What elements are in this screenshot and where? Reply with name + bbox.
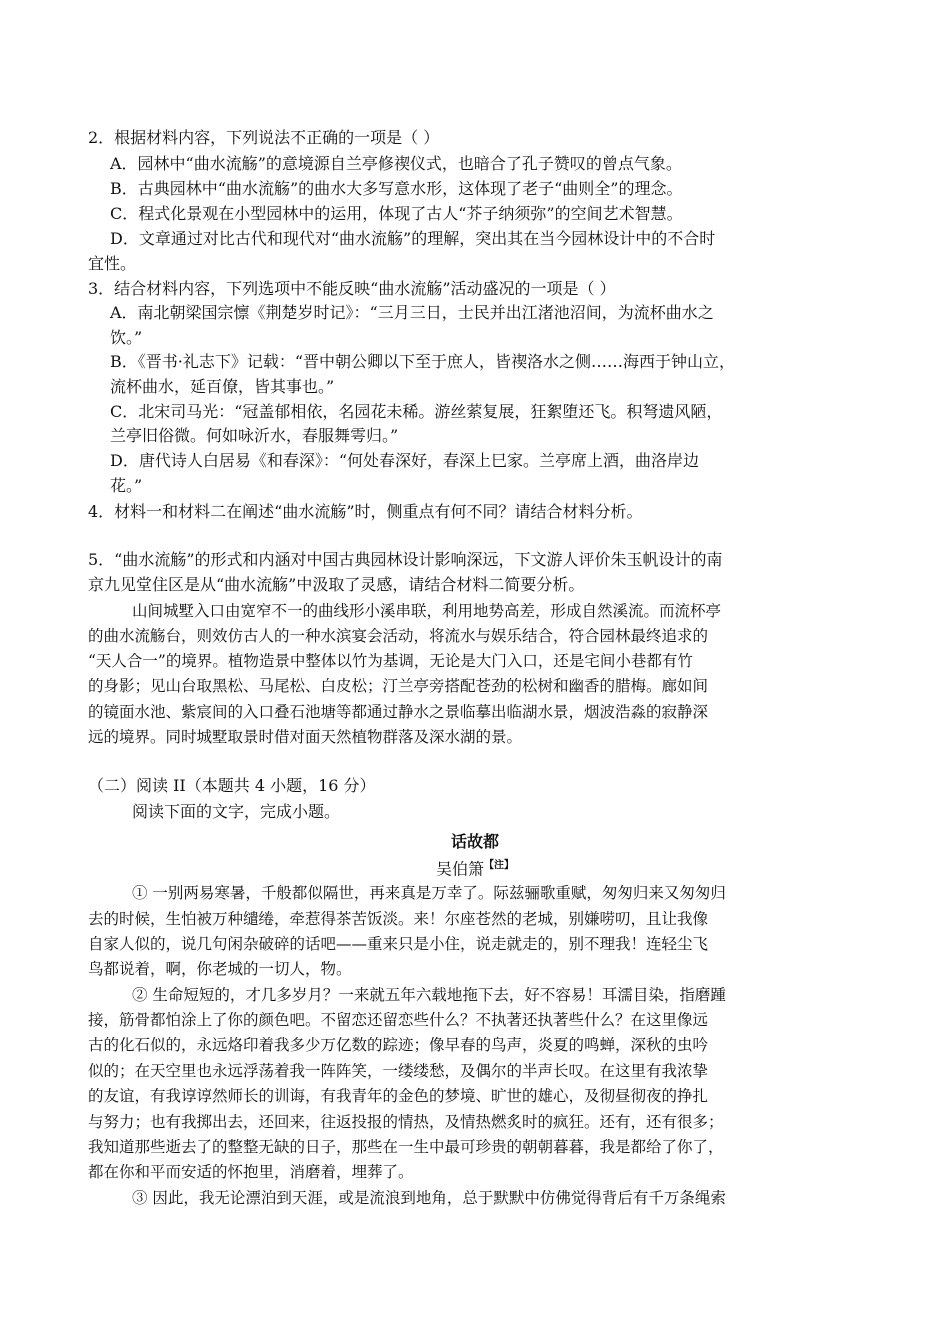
author-name: 吴伯箫 xyxy=(435,859,484,879)
q2-option-a: A．园林中“曲水流觞”的意境源自兰亭修禊仪式，也暗合了孔子赞叹的曾点气象。 xyxy=(110,154,682,173)
q3-option-b: B．《晋书·礼志下》记载：“晋中朝公卿以下至于庶人，皆禊洛水之侧……海西于钟山立， xyxy=(110,352,736,371)
article-line: 鸟都说着，啊，你老城的一切人，物。 xyxy=(88,960,352,978)
article-line: ② 生命短短的，才几多岁月？一来就五年六载地拖下去，好不容易！耳濡目染，指磨踵 xyxy=(132,986,726,1004)
article-line: 古的化石似的，永远烙印着我多少万亿数的踪迹；像早春的鸟声，炎夏的鸣蝉，深秋的虫吟 xyxy=(88,1036,709,1054)
article-title: 话故都 xyxy=(450,832,499,851)
q5-passage-line: 的曲水流觞台，则效仿古人的一种水滨宴会活动，将流水与娱乐结合，符合园林最终追求的 xyxy=(88,627,709,645)
q2-stem: 2．根据材料内容，下列说法不正确的一项是（ ） xyxy=(88,128,440,147)
article-line: ③ 因此，我无论漂泊到天涯，或是流浪到地角，总于默默中仿佛觉得背后有千万条绳索 xyxy=(132,1189,726,1207)
q4-stem: 4．材料一和材料二在阐述“曲水流觞”时，侧重点有何不同？请结合材料分析。 xyxy=(88,502,643,521)
q3-option-c-cont: 兰亭旧俗微。何如咏沂水，春服舞雩归。” xyxy=(110,426,399,445)
article-line: 去的时候，生怕被万种缱绻，牵惹得茶苦饭淡。来！尔座苍然的老城，别嫌唠叨，且让我像 xyxy=(88,910,709,928)
q3-option-d: D．唐代诗人白居易《和春深》：“何处春深好，春深上巳家。兰亭席上酒，曲洛岸边 xyxy=(110,451,700,470)
q3-option-a-cont: 饮。” xyxy=(110,328,143,347)
q3-option-d-cont: 花。” xyxy=(110,476,143,495)
article-line: 接，筋骨都怕涂上了你的颜色吧。不留恋还留恋些什么？不执著还执著些什么？在这里像远 xyxy=(88,1011,709,1029)
article-line: ① 一别两易寒暑，千般都似隔世，再来真是万幸了。际兹骊歌重赋，匆匆归来又匆匆归 xyxy=(132,884,726,902)
article-line: 我知道那些逝去了的整整无缺的日子，那些在一生中最可珍贵的朝朝暮暮，我是都给了你了， xyxy=(88,1138,724,1156)
section-instruction: 阅读下面的文字，完成小题。 xyxy=(132,802,341,821)
q3-option-c: C．北宋司马光：“冠盖郁相依，名园花未稀。游丝萦复展，狂絮堕还飞。积弩遗风陋， xyxy=(110,402,723,421)
q2-option-c: C．程式化景观在小型园林中的运用，体现了古人“芥子纳须弥”的空间艺术智慧。 xyxy=(110,204,683,223)
article-line: 的友谊，有我谆谆然师长的训诲，有我青年的金色的梦境、旷世的雄心，及彻昼彻夜的挣扎 xyxy=(88,1087,709,1105)
section-heading: （二）阅读 II（本题共 4 小题，16 分） xyxy=(88,776,376,795)
q2-option-b: B．古典园林中“曲水流觞”的曲水大多写意水形，这体现了老子“曲则全”的理念。 xyxy=(110,179,683,198)
article-author xyxy=(0,854,950,881)
article-line: 与努力；也有我掷出去，还回来，往返投报的情热，及情热燃炙时的疯狂。还有，还有很多； xyxy=(88,1113,724,1131)
q3-option-b-cont: 流杯曲水，延百僚，皆其事也。” xyxy=(110,377,335,396)
q5-passage-line: 远的境界。同时城墅取景时借对面天然植物群落及深水湖的景。 xyxy=(88,728,523,746)
q5-passage-line: 的身影；见山台取黑松、马尾松、白皮松；汀兰亭旁搭配苍劲的松树和幽香的腊梅。廊如间 xyxy=(88,677,709,695)
article-line: 自家人似的，说几句闲杂破碎的话吧——重来只是小住，说走就走的，别不理我！连轻尘飞 xyxy=(88,935,709,953)
q2-option-d-cont: 宜性。 xyxy=(88,254,137,273)
article-line: 似的；在天空里也永远浮荡着我一阵阵笑，一缕缕愁，及偶尔的半声长叹。在这里有我浓挚 xyxy=(88,1062,709,1080)
q3-option-a: A．南北朝梁国宗懔《荆楚岁时记》：“三月三日，士民并出江渚池沼间，为流杯曲水之 xyxy=(110,303,714,322)
article-line: 都在你和平而安适的怀抱里，消磨着，埋葬了。 xyxy=(88,1163,414,1181)
q5-stem: 5．“曲水流觞”的形式和内涵对中国古典园林设计影响深远，下文游人评价朱玉帆设计的南 xyxy=(88,550,723,569)
q2-option-d: D．文章通过对比古代和现代对“曲水流觞”的理解，突出其在当今园林设计中的不合时 xyxy=(110,229,716,248)
q5-passage-line: 的镜面水池、紫宸间的入口叠石池塘等都通过静水之景临摹出临湖水景，烟波浩淼的寂静深 xyxy=(88,703,709,721)
q5-passage-line: “天人合一”的境界。植物造景中整体以竹为基调，无论是大门入口，还是宅间小巷都有竹 xyxy=(88,652,693,670)
q5-passage-line: 山间城墅入口由宽窄不一的曲线形小溪串联，利用地势高差，形成自然溪流。而流杯亭 xyxy=(132,602,722,620)
author-note-marker: 【注】 xyxy=(484,860,514,871)
q3-stem: 3．结合材料内容，下列选项中不能反映“曲水流觞”活动盛况的一项是（ ） xyxy=(88,279,616,298)
q5-stem-cont: 京九见堂住区是从“曲水流觞”中汲取了灵感，请结合材料二简要分析。 xyxy=(88,575,585,594)
